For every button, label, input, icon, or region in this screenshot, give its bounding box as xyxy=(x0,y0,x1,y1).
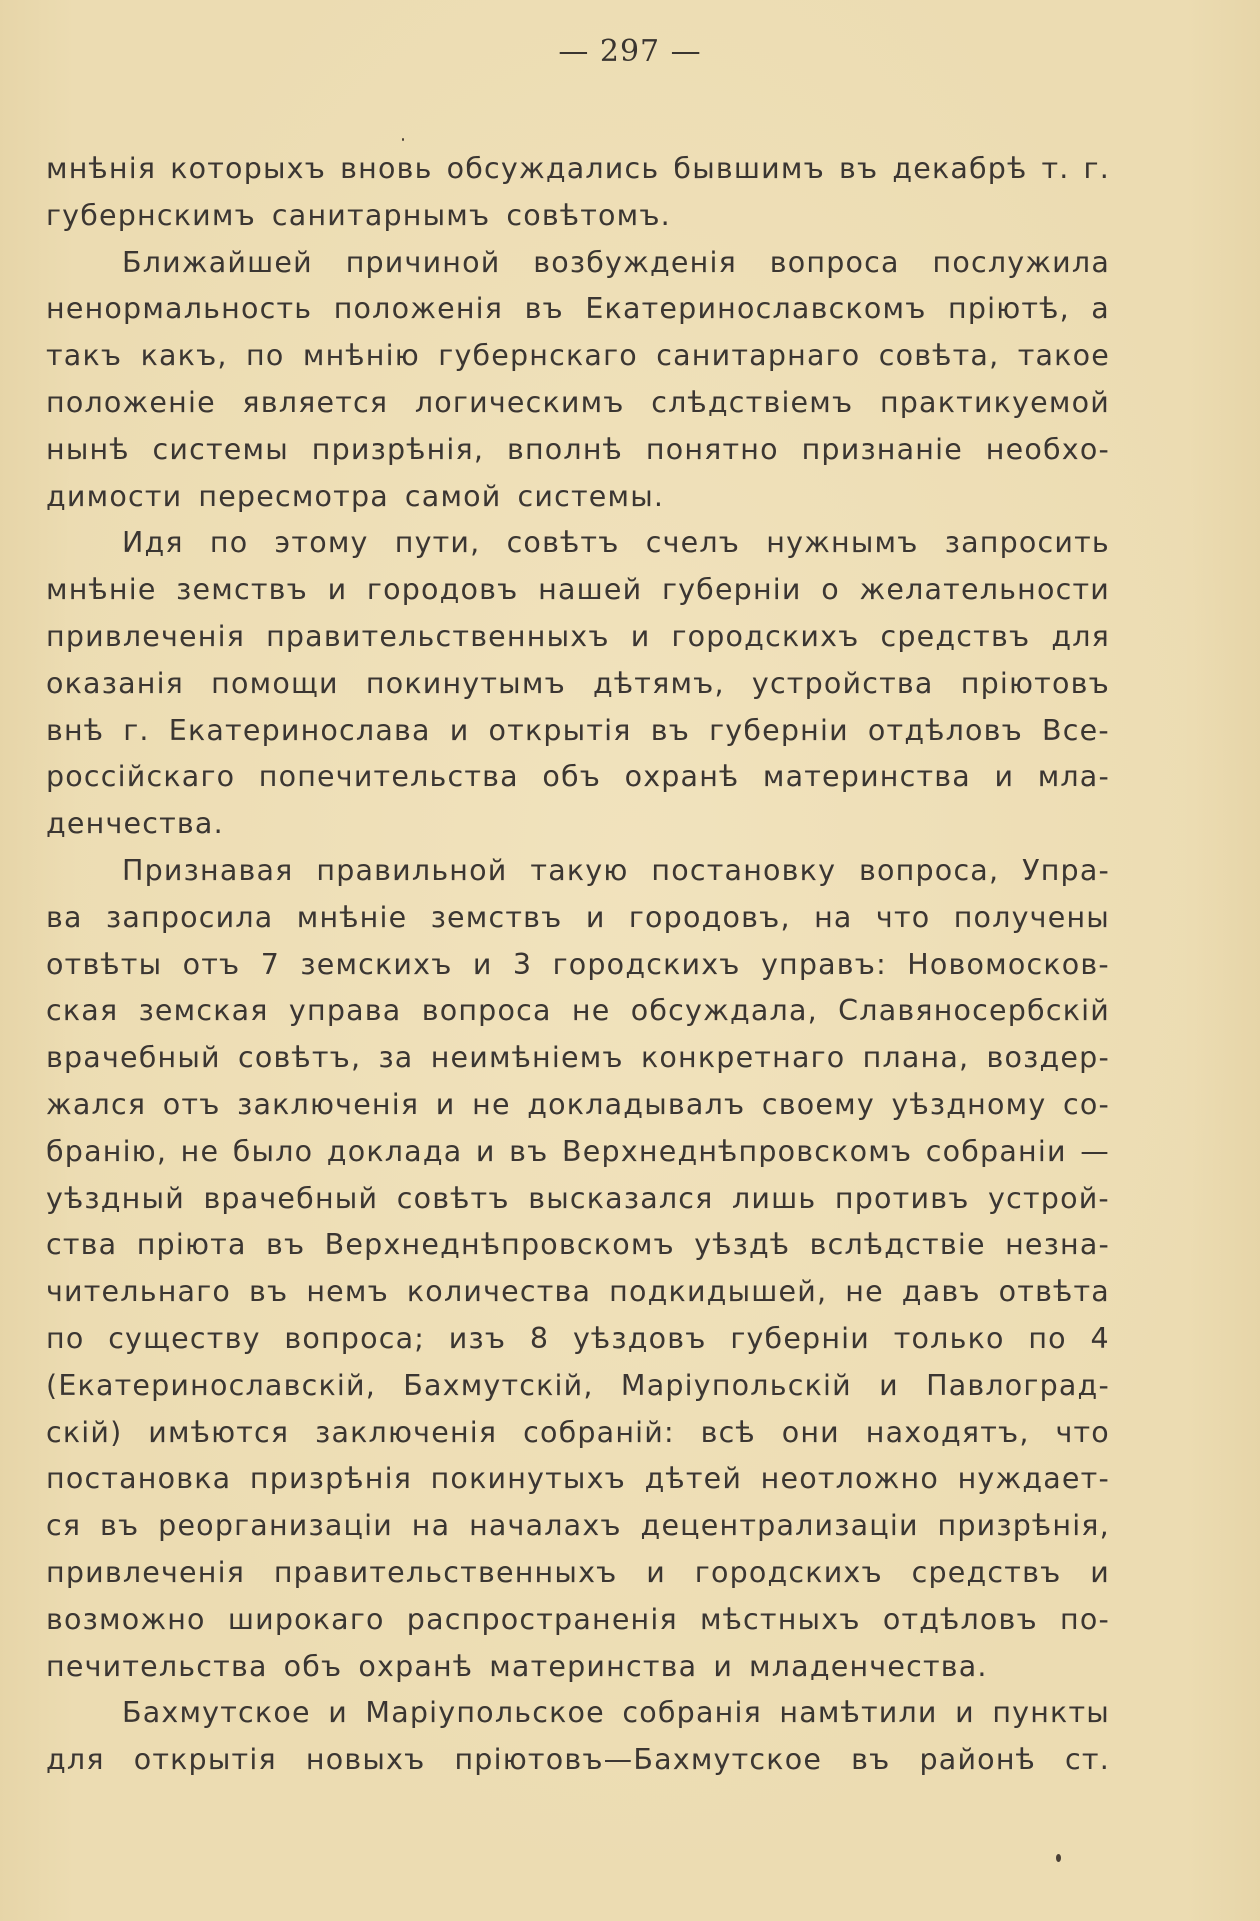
word: въ xyxy=(265,1228,306,1262)
text-line xyxy=(46,474,1110,521)
word: мѣстныхъ xyxy=(700,1602,861,1636)
word: губерніи xyxy=(730,1321,871,1355)
word: системы. xyxy=(517,479,665,513)
word: мнѣнію xyxy=(302,339,420,373)
word: и xyxy=(879,1368,899,1402)
word: слѣдствіемъ xyxy=(651,385,854,419)
word: вопроса, xyxy=(859,853,1000,887)
text-line xyxy=(46,1082,1110,1129)
word: постановку xyxy=(651,853,837,887)
word: совѣтъ xyxy=(506,526,620,560)
word: открытія xyxy=(488,713,632,747)
text-line xyxy=(46,1035,1110,1082)
word: реорганизаціи xyxy=(158,1509,393,1543)
word: дѣтямъ, xyxy=(593,666,725,700)
text-line xyxy=(46,801,1110,848)
word: что xyxy=(875,900,931,934)
word: Маріупольское xyxy=(365,1696,605,1730)
word: доклада xyxy=(326,1134,463,1168)
word: заключенія xyxy=(315,1415,498,1449)
word: отъ xyxy=(182,947,241,981)
word: земская xyxy=(138,994,269,1028)
word: только xyxy=(893,1321,1005,1355)
word: привлеченія xyxy=(46,1555,246,1589)
word: совѣтъ xyxy=(396,1181,510,1215)
word: устройства xyxy=(751,666,934,700)
word: и xyxy=(646,1555,666,1589)
word: ства xyxy=(46,1228,118,1262)
word: конкретнаго xyxy=(640,1041,846,1075)
text-line xyxy=(46,427,1110,474)
word: Славяносербскій xyxy=(838,994,1110,1028)
word: пути, xyxy=(394,526,481,560)
word: бывшимъ xyxy=(673,152,825,185)
word: младенчества. xyxy=(749,1649,988,1683)
word: 3 xyxy=(512,947,533,981)
word: пріютовъ—Бахмутское xyxy=(454,1743,823,1777)
word: материнства xyxy=(489,1649,698,1683)
word: на xyxy=(814,900,853,934)
word: запросить xyxy=(944,526,1110,560)
word: было xyxy=(232,1134,314,1168)
word: счелъ xyxy=(645,526,741,560)
text-line xyxy=(46,567,1110,614)
word: широкаго xyxy=(227,1602,385,1636)
body-text xyxy=(46,146,1110,1784)
word: пересмотра xyxy=(198,479,389,513)
word: децентрализаціи xyxy=(640,1509,919,1543)
word: желательности xyxy=(859,573,1110,607)
text-line xyxy=(46,286,1110,333)
word: возможно xyxy=(46,1602,206,1636)
word: мла- xyxy=(1037,760,1110,794)
word: и xyxy=(328,1696,348,1730)
word: отдѣловъ xyxy=(867,713,1023,747)
word: ся xyxy=(46,1509,82,1543)
word: попечительства xyxy=(258,760,519,794)
word: уѣздному xyxy=(891,1087,1047,1121)
word: Павлоград- xyxy=(926,1368,1110,1402)
word: губерніи xyxy=(661,573,802,607)
word: такую xyxy=(530,853,629,887)
text-line xyxy=(46,661,1110,708)
word: земскихъ xyxy=(300,947,453,981)
word: уѣздный xyxy=(46,1181,185,1215)
word: Верхнеднѣпровскомъ xyxy=(562,1134,913,1168)
word: не xyxy=(845,1275,884,1309)
text-line xyxy=(46,1690,1110,1737)
word: привлеченія xyxy=(46,619,246,653)
word: вновь xyxy=(340,152,433,185)
word: для xyxy=(46,1743,105,1777)
word: декабрѣ xyxy=(892,152,1028,185)
word: губернскаго xyxy=(438,339,638,373)
word: уѣздѣ xyxy=(694,1228,791,1262)
text-line xyxy=(46,380,1110,427)
word: ненормальность xyxy=(46,292,313,326)
word: этому xyxy=(274,526,369,560)
word: отдѣловъ xyxy=(882,1602,1038,1636)
word: не xyxy=(472,1087,511,1121)
word: пріютовъ xyxy=(960,666,1110,700)
word: районѣ xyxy=(919,1743,1036,1777)
word: жался xyxy=(46,1087,147,1121)
word: охранѣ xyxy=(624,760,740,794)
word: врачебный xyxy=(46,1041,221,1075)
word: губерніи xyxy=(709,713,849,747)
word: и xyxy=(435,1087,456,1121)
word: самой xyxy=(404,479,502,513)
word: неимѣніемъ xyxy=(430,1041,624,1075)
text-line xyxy=(46,1597,1110,1644)
word: причиной xyxy=(345,245,501,279)
word: вопроса xyxy=(421,994,552,1028)
word: совѣтъ, xyxy=(237,1041,362,1075)
text-line xyxy=(46,1316,1110,1363)
word: въ xyxy=(509,1134,549,1168)
word: по xyxy=(46,1321,85,1355)
word: и xyxy=(585,900,606,934)
word: такое xyxy=(1017,339,1110,373)
word: внѣ xyxy=(46,713,105,747)
word: средствъ xyxy=(911,1555,1062,1589)
word: по xyxy=(246,339,285,373)
word: собранія xyxy=(622,1696,762,1730)
word: вопроса; xyxy=(284,1321,426,1355)
text-line xyxy=(46,1410,1110,1457)
word: по xyxy=(209,526,249,560)
word: средствъ xyxy=(880,619,1031,653)
ink-speck xyxy=(402,138,404,141)
word: объ xyxy=(542,760,602,794)
text-line xyxy=(46,895,1110,942)
word: пріютѣ, xyxy=(948,292,1070,326)
word: на xyxy=(411,1509,451,1543)
text-line xyxy=(46,1550,1110,1597)
text-line xyxy=(46,1503,1110,1550)
word: Признавая xyxy=(122,853,294,887)
word: ст. xyxy=(1065,1743,1110,1777)
word: открытія xyxy=(133,1743,277,1777)
word: за xyxy=(378,1041,414,1075)
word: вслѣдствіе xyxy=(809,1228,986,1262)
word: признаніе xyxy=(801,432,963,466)
page-number: — 297 — xyxy=(558,34,702,69)
word: городовъ, xyxy=(628,900,791,934)
word: послужила xyxy=(932,245,1110,279)
word: которыхъ xyxy=(170,152,327,185)
word: Идя xyxy=(122,526,184,560)
word: совѣтомъ. xyxy=(506,198,671,232)
word: немъ xyxy=(306,1275,389,1309)
word: своему xyxy=(761,1087,875,1121)
word: незна- xyxy=(1005,1228,1110,1262)
word: отвѣты xyxy=(46,947,163,981)
word: положенія xyxy=(333,292,504,326)
word: находятъ, xyxy=(865,1415,1030,1449)
word: и xyxy=(630,619,651,653)
word: Новомосков- xyxy=(907,947,1110,981)
word: пріюта xyxy=(136,1228,247,1262)
word: новыхъ xyxy=(305,1743,426,1777)
word: со- xyxy=(1063,1087,1110,1121)
word: имѣются xyxy=(148,1415,290,1449)
word: воздер- xyxy=(986,1041,1110,1075)
word: уѣздовъ xyxy=(572,1321,707,1355)
word: оказанія xyxy=(46,666,185,700)
word: отвѣта xyxy=(998,1275,1110,1309)
word: нуждает- xyxy=(957,1462,1110,1496)
word: Маріупольскій xyxy=(620,1368,852,1402)
word: денчества. xyxy=(46,807,224,841)
word: Екатеринославскомъ xyxy=(585,292,927,326)
word: получены xyxy=(953,900,1110,934)
text-line xyxy=(46,1269,1110,1316)
ink-speck xyxy=(1056,1854,1061,1862)
word: высказался xyxy=(528,1181,714,1215)
word: губернскимъ xyxy=(46,198,256,232)
word: правительственныхъ xyxy=(273,1555,618,1589)
text-line xyxy=(46,1644,1110,1691)
word: мнѣніе xyxy=(46,573,157,607)
word: по- xyxy=(1060,1602,1110,1636)
word: и xyxy=(1090,1555,1110,1589)
word: логическимъ xyxy=(414,385,625,419)
word: понятно xyxy=(645,432,779,466)
word: и xyxy=(472,947,493,981)
word: 8 xyxy=(529,1321,550,1355)
word: давъ xyxy=(901,1275,981,1309)
word: количества xyxy=(406,1275,592,1309)
word: охранѣ xyxy=(358,1649,474,1683)
text-line xyxy=(46,988,1110,1035)
word: россійскаго xyxy=(46,760,236,794)
word: практикуемой xyxy=(879,385,1110,419)
word: системы xyxy=(152,432,289,466)
word: призрѣнія xyxy=(249,1462,413,1496)
word: о xyxy=(821,573,840,607)
word: мнѣніе xyxy=(296,900,408,934)
word: неотложно xyxy=(760,1462,940,1496)
word: земствъ xyxy=(176,573,308,607)
word: совѣта, xyxy=(878,339,1000,373)
word: что xyxy=(1055,1415,1110,1449)
word: существу xyxy=(108,1321,261,1355)
text-line xyxy=(46,146,1110,193)
word: 7 xyxy=(260,947,281,981)
word: городскихъ xyxy=(671,619,860,653)
word: объ xyxy=(283,1649,343,1683)
word: какъ, xyxy=(140,339,228,373)
word: подкидышей, xyxy=(609,1275,828,1309)
word: управъ: xyxy=(760,947,887,981)
word: нынѣ xyxy=(46,432,130,466)
word: необхо- xyxy=(985,432,1110,466)
text-line xyxy=(46,754,1110,801)
word: г. xyxy=(1083,152,1110,185)
text-line xyxy=(46,1129,1110,1176)
word: запросила xyxy=(106,900,274,934)
word: въ xyxy=(249,1275,289,1309)
word: Екатеринослава xyxy=(168,713,431,747)
word: и xyxy=(955,1696,975,1730)
word: санитарнаго xyxy=(656,339,861,373)
text-line xyxy=(46,520,1110,567)
word: санитарнымъ xyxy=(271,198,491,232)
word: Ближайшей xyxy=(122,245,313,279)
word: нужнымъ xyxy=(766,526,919,560)
word: и xyxy=(449,713,470,747)
word: въ xyxy=(524,292,564,326)
word: городскихъ xyxy=(694,1555,883,1589)
word: (Екатеринославскій, xyxy=(46,1368,376,1402)
word: изъ xyxy=(448,1321,507,1355)
word: покинутымъ xyxy=(365,666,566,700)
word: правительственныхъ xyxy=(266,619,610,653)
word: положеніе xyxy=(46,385,216,419)
text-line xyxy=(46,1456,1110,1503)
word: собраніи xyxy=(925,1134,1067,1168)
text-line xyxy=(46,193,1110,240)
word: Упра- xyxy=(1022,853,1110,887)
word: т. xyxy=(1041,152,1070,185)
text-line xyxy=(46,333,1110,380)
word: пункты xyxy=(992,1696,1110,1730)
word: Верхнеднѣпровскомъ xyxy=(324,1228,675,1262)
text-line xyxy=(46,1737,1110,1784)
word: такъ xyxy=(46,339,123,373)
word: призрѣнія, xyxy=(311,432,485,466)
word: чительнаго xyxy=(46,1275,232,1309)
word: печительства xyxy=(46,1649,268,1683)
word: въ xyxy=(650,713,691,747)
word: они xyxy=(781,1415,840,1449)
word: ская xyxy=(46,994,119,1028)
word: бранію, xyxy=(46,1134,168,1168)
word: г. xyxy=(123,713,150,747)
word: Все- xyxy=(1042,713,1110,747)
word: въ xyxy=(838,152,879,185)
word: началахъ xyxy=(469,1509,622,1543)
word: отъ xyxy=(162,1087,221,1121)
word: является xyxy=(242,385,389,419)
word: плана, xyxy=(862,1041,970,1075)
word: распространенія xyxy=(406,1602,678,1636)
word: въ xyxy=(851,1743,891,1777)
word: и xyxy=(713,1649,734,1683)
word: призрѣнія, xyxy=(937,1509,1110,1543)
word: Бахмутское xyxy=(122,1696,311,1730)
word: докладывалъ xyxy=(527,1087,746,1121)
text-line xyxy=(46,1222,1110,1269)
word: земствъ xyxy=(430,900,563,934)
word: устрой- xyxy=(988,1181,1110,1215)
word: — xyxy=(1080,1134,1110,1168)
word: и xyxy=(327,573,348,607)
word: дѣтей xyxy=(644,1462,743,1496)
word: а xyxy=(1091,292,1110,326)
word: заключенія xyxy=(237,1087,420,1121)
word: по xyxy=(1028,1321,1067,1355)
word: вопроса xyxy=(769,245,900,279)
word: намѣтили xyxy=(779,1696,938,1730)
text-line xyxy=(46,708,1110,755)
word: обсуждала, xyxy=(630,994,818,1028)
word: городовъ xyxy=(366,573,519,607)
word: обсуждались xyxy=(446,152,660,185)
word: и xyxy=(994,760,1015,794)
word: вполнѣ xyxy=(506,432,624,466)
word: нашей xyxy=(538,573,643,607)
word: скій) xyxy=(46,1415,123,1449)
word: 4 xyxy=(1090,1321,1110,1355)
text-line xyxy=(46,240,1110,287)
word: для xyxy=(1051,619,1110,653)
word: врачебный xyxy=(203,1181,379,1215)
word: возбужденія xyxy=(533,245,737,279)
word: собраній: xyxy=(523,1415,675,1449)
word: не xyxy=(571,994,611,1028)
word: и xyxy=(475,1134,496,1168)
word: покинутыхъ xyxy=(430,1462,627,1496)
text-line xyxy=(46,614,1110,661)
text-line xyxy=(46,848,1110,895)
word: помощи xyxy=(211,666,339,700)
text-line xyxy=(46,1363,1110,1410)
word: димости xyxy=(46,479,183,513)
word: правильной xyxy=(316,853,508,887)
text-line xyxy=(46,942,1110,989)
word: противъ xyxy=(834,1181,970,1215)
word: Бахмутскій, xyxy=(403,1368,594,1402)
word: городскихъ xyxy=(552,947,741,981)
word: въ xyxy=(100,1509,140,1543)
word: всѣ xyxy=(700,1415,756,1449)
word: постановка xyxy=(46,1462,232,1496)
word: не xyxy=(180,1134,220,1168)
word: мнѣнія xyxy=(46,152,157,185)
word: управа xyxy=(288,994,402,1028)
word: лишь xyxy=(732,1181,817,1215)
word: материнства xyxy=(762,760,971,794)
text-line xyxy=(46,1176,1110,1223)
word: ва xyxy=(46,900,83,934)
